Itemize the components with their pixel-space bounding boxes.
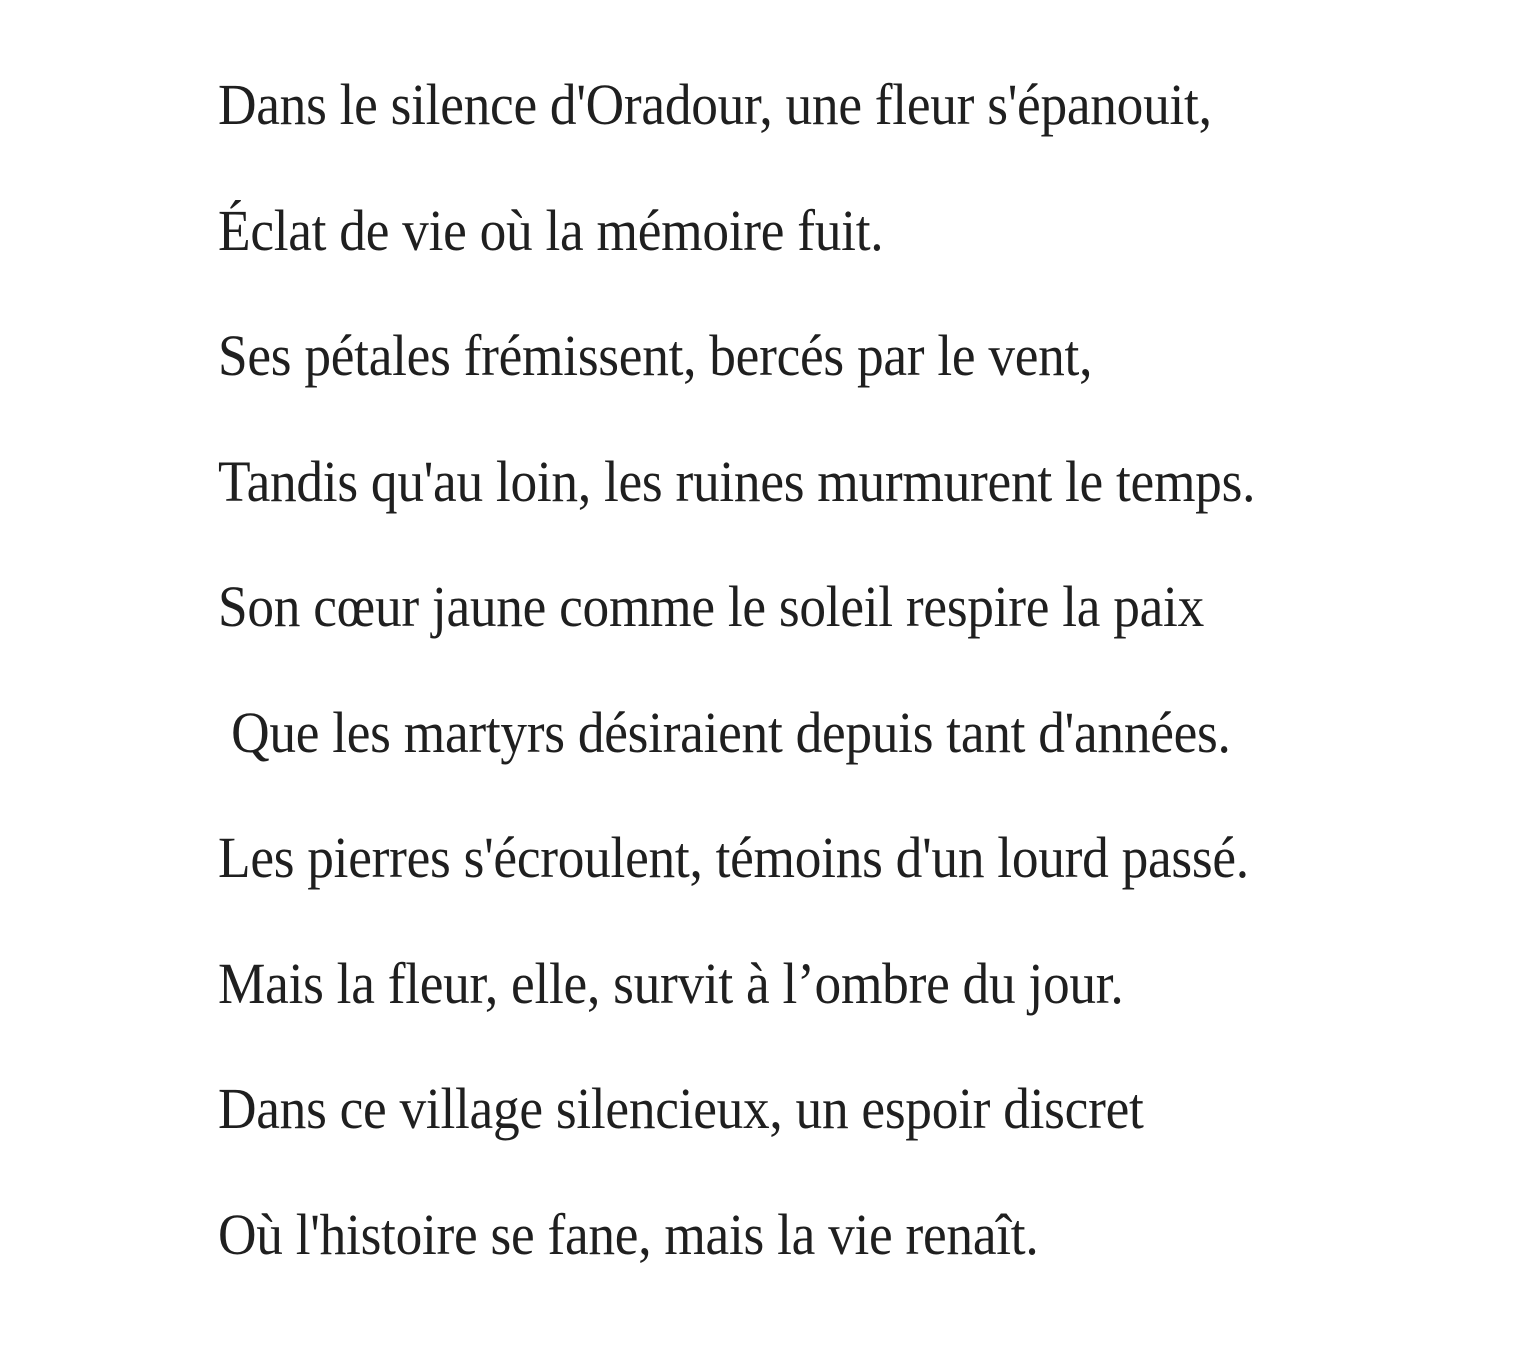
poem-line-8: Mais la fleur, elle, survit à l’ombre du jour. xyxy=(218,950,1124,1016)
poem-line-2: Éclat de vie où la mémoire fuit. xyxy=(218,197,884,263)
poem-line-5: Son cœur jaune comme le soleil respire la paix xyxy=(218,574,1205,639)
poem-line-10: Où l'histoire se fane, mais la vie renaît. xyxy=(218,1201,1039,1267)
poem-line-7: Les pierres s'écroulent, témoins d'un lourd passé. xyxy=(218,825,1249,890)
poem-line-3: Ses pétales frémissent, bercés par le vent, xyxy=(218,323,1093,388)
poem-line-9: Dans ce village silencieux, un espoir discret xyxy=(218,1076,1144,1141)
poem-line-1: Dans le silence d'Oradour, une fleur s'épanouit, xyxy=(218,72,1212,137)
poem-line-4: Tandis qu'au loin, les ruines murmurent le temps. xyxy=(218,448,1256,514)
poem-line-6: Que les martyrs désiraient depuis tant d'années. xyxy=(218,699,1231,765)
